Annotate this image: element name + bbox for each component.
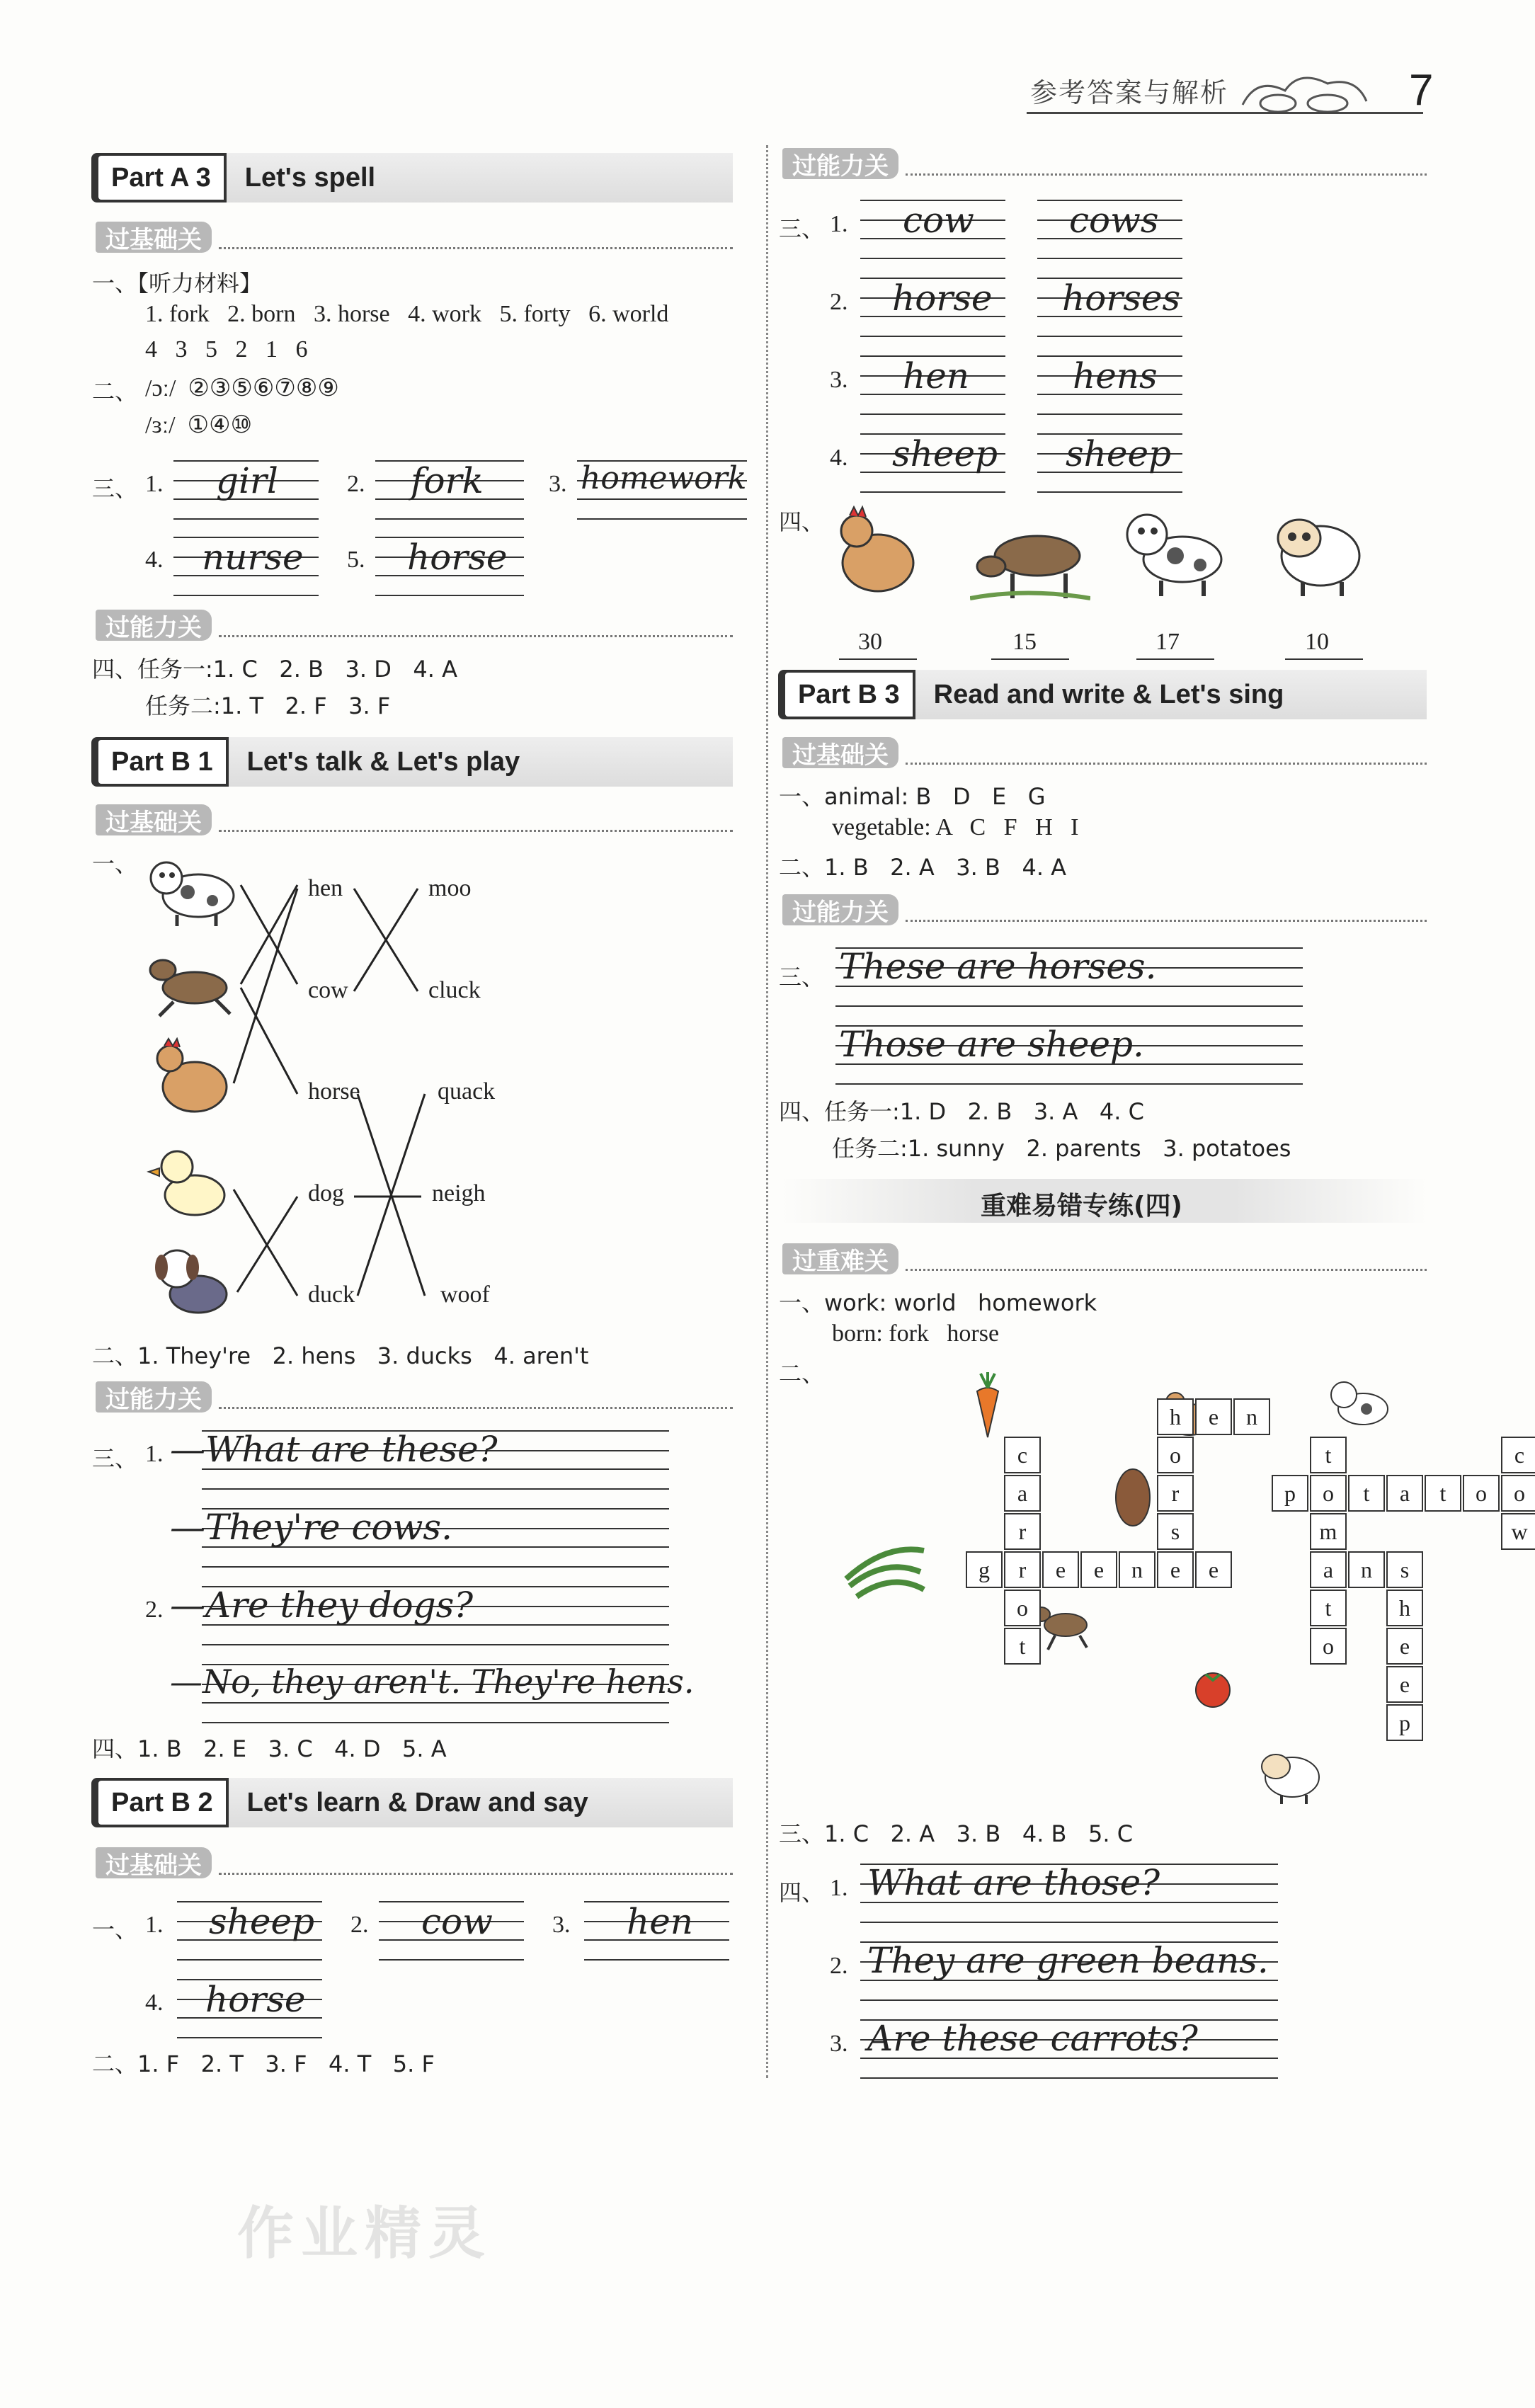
- b2-q1-answer: hen: [627, 1901, 693, 1942]
- sub-label: 过基础关: [96, 1847, 212, 1878]
- a3-q3-answer: horse: [407, 537, 508, 578]
- part-title: Let's learn & Draw and say: [226, 1778, 733, 1827]
- b3-q2: 二、1. B 2. A 3. B 4. A: [779, 854, 1067, 881]
- match-left-word: dog: [308, 1180, 344, 1206]
- crossword-cell: o: [1310, 1475, 1347, 1512]
- b2-q1-answer: horse: [205, 1979, 306, 2020]
- sub-ability: [782, 894, 1427, 926]
- r-q3-answer: sheep: [892, 433, 998, 474]
- match-left-word: duck: [308, 1282, 355, 1308]
- crossword-cell: r: [1004, 1513, 1041, 1550]
- r-q3-answer: sheep: [1066, 433, 1172, 474]
- r-q3-answer: hens: [1073, 355, 1158, 396]
- part-tag: Part A 3: [96, 153, 224, 202]
- drill-q4-num: 3.: [830, 2031, 848, 2057]
- crossword-cell: n: [1119, 1551, 1155, 1588]
- part-b3-header: [782, 669, 1427, 720]
- match-left-word: cow: [308, 977, 348, 1003]
- a3-q1-label: 一、【听力材料】: [92, 270, 263, 297]
- sub-key: [782, 1243, 1427, 1275]
- crossword-cell: h: [1157, 1398, 1194, 1435]
- animal-count: 17: [1155, 629, 1180, 655]
- a3-q3-num: 3.: [549, 471, 567, 497]
- animal-count: 10: [1305, 629, 1329, 655]
- crossword-cell: p: [1386, 1704, 1423, 1741]
- b2-q1-label: 一、: [92, 1916, 138, 1943]
- match-right-word: neigh: [432, 1180, 486, 1206]
- green-beans-icon: [843, 1536, 928, 1600]
- crossword-cell: c: [1501, 1437, 1535, 1473]
- match-right-word: woof: [440, 1282, 490, 1308]
- a3-q3-answer: homework: [581, 460, 747, 496]
- match-right-word: cluck: [428, 977, 481, 1003]
- r-q3-num: 3.: [830, 367, 848, 393]
- sub-basic: [782, 736, 1427, 769]
- crossword-cell: o: [1501, 1475, 1535, 1512]
- r-q3-answer: hen: [903, 355, 969, 396]
- r-q3-label: 三、: [779, 215, 825, 242]
- a3-q3-answer: fork: [411, 460, 484, 501]
- tomato-icon: [1192, 1667, 1234, 1710]
- a3-q3-answer: nurse: [202, 537, 304, 578]
- drill-q4-num: 2.: [830, 1953, 848, 1979]
- crossword-cell: e: [1386, 1666, 1423, 1703]
- crossword-cell: o: [1310, 1628, 1347, 1665]
- b1-q4: 四、1. B 2. E 3. C 4. D 5. A: [92, 1735, 447, 1762]
- drill-q1-born: born: fork horse: [832, 1320, 1000, 1347]
- a3-q3-label: 三、: [92, 475, 138, 502]
- a3-q3-num: 1.: [145, 471, 164, 497]
- sub-ability: [96, 1381, 733, 1413]
- b2-q1-num: 3.: [552, 1912, 571, 1938]
- b3-q1-animal: 一、animal: B D E G: [779, 783, 1046, 810]
- b1-q3-sentence: —They're cows.: [170, 1507, 452, 1548]
- part-title: Let's talk & Let's play: [226, 737, 733, 787]
- count-underline: [839, 658, 917, 660]
- b2-q1-num: 2.: [350, 1912, 369, 1938]
- r-q3-answer: horses: [1062, 278, 1181, 319]
- matching-lines: [0, 0, 765, 1345]
- r-q3-answer: horse: [892, 278, 993, 319]
- a3-q2-a: /ɔː/ ②③⑤⑥⑦⑧⑨: [145, 375, 339, 401]
- r-q3-answer: cows: [1069, 200, 1159, 241]
- sheep-picture: [1267, 503, 1366, 598]
- drill-q4-sentence: They are green beans.: [867, 1940, 1269, 1981]
- sub-label: 过能力关: [96, 1381, 212, 1413]
- drill-q4-sentence: Are these carrots?: [867, 2018, 1198, 2059]
- crossword-cell: a: [1386, 1475, 1423, 1512]
- crossword-cell: t: [1310, 1437, 1347, 1473]
- crossword-cell: e: [1080, 1551, 1117, 1588]
- crossword-cell: e: [1195, 1398, 1232, 1435]
- sub-basic: [96, 1847, 733, 1879]
- b1-q3-num: 2.: [145, 1597, 164, 1623]
- count-underline: [991, 658, 1069, 660]
- a3-q3-answer: girl: [216, 460, 278, 501]
- sheep-icon: [1253, 1742, 1324, 1805]
- potato-icon: [1112, 1466, 1154, 1529]
- horse-picture: [970, 510, 1090, 602]
- watermark: 作业精灵: [237, 2201, 492, 2266]
- header-rule: [1027, 112, 1423, 114]
- sub-label: 过能力关: [782, 894, 898, 925]
- crossword-cell: t: [1004, 1628, 1041, 1665]
- crossword-cell: o: [1157, 1437, 1194, 1473]
- b1-q2: 二、1. They're 2. hens 3. ducks 4. aren't: [92, 1342, 589, 1369]
- b1-q3-label: 三、: [92, 1445, 138, 1472]
- r-q3-num: 2.: [830, 289, 848, 315]
- crossword-cell: a: [1310, 1551, 1347, 1588]
- drill-q1-work: 一、work: world homework: [779, 1289, 1097, 1316]
- crossword-cell: o: [1004, 1590, 1041, 1626]
- crossword-cell: p: [1272, 1475, 1308, 1512]
- sub-label: 过基础关: [782, 737, 898, 768]
- drill-q2-label: 二、: [779, 1360, 825, 1387]
- b3-q3-sentence: These are horses.: [839, 946, 1157, 987]
- crossword-cell: e: [1042, 1551, 1079, 1588]
- crossword-cell: e: [1157, 1551, 1194, 1588]
- sub-label: 过能力关: [96, 610, 212, 641]
- part-tag: Part B 2: [96, 1778, 226, 1827]
- b2-q1-answer: cow: [421, 1901, 493, 1942]
- b1-q3-sentence: —Are they dogs?: [170, 1585, 474, 1626]
- column-divider: [766, 145, 768, 2078]
- page-number: 7: [1409, 66, 1434, 115]
- b3-q4-task2: 任务二:1. sunny 2. parents 3. potatoes: [832, 1135, 1291, 1162]
- crossword-cell: g: [966, 1551, 1003, 1588]
- a3-q4-task2: 任务二:1. T 2. F 3. F: [145, 692, 391, 719]
- part-tag: Part B 3: [782, 670, 913, 719]
- drill-q4-label: 四、: [779, 1879, 825, 1906]
- a3-q4-task1: 四、任务一:1. C 2. B 3. D 4. A: [92, 656, 457, 683]
- a3-q3-num: 4.: [145, 547, 164, 573]
- r-q4-label: 四、: [779, 508, 825, 535]
- part-tag: Part B 1: [96, 737, 226, 787]
- crossword-cell: n: [1348, 1551, 1385, 1588]
- match-right-word: moo: [428, 875, 472, 901]
- a3-q2-label: 二、: [92, 378, 138, 405]
- b1-q3-sentence: —What are these?: [170, 1429, 498, 1470]
- part-title: Read and write & Let's sing: [913, 670, 1427, 719]
- crossword-cell: w: [1501, 1513, 1535, 1550]
- a3-q1-answers: 4 3 5 2 1 6: [145, 336, 308, 363]
- crossword-cell: o: [1463, 1475, 1500, 1512]
- count-underline: [1285, 658, 1363, 660]
- b3-q3-sentence: Those are sheep.: [839, 1024, 1144, 1065]
- b3-q3-label: 三、: [779, 964, 825, 991]
- crossword-cell: t: [1348, 1475, 1385, 1512]
- crossword-cell: n: [1233, 1398, 1270, 1435]
- b1-q3-sentence: —No, they aren't. They're hens.: [170, 1662, 695, 1701]
- b2-q2: 二、1. F 2. T 3. F 4. T 5. F: [92, 2050, 435, 2077]
- crossword-cell: m: [1310, 1513, 1347, 1550]
- crossword-cell: e: [1195, 1551, 1232, 1588]
- a3-q2-b: /ɜː/ ①④⑩: [145, 412, 253, 438]
- cow-icon: [1324, 1374, 1391, 1434]
- crossword-cell: h: [1386, 1590, 1423, 1626]
- drill-q3: 三、1. C 2. A 3. B 4. B 5. C: [779, 1820, 1134, 1847]
- b2-q1-num: 4.: [145, 1990, 164, 2016]
- b2-q1-answer: sheep: [209, 1901, 315, 1942]
- header-title: 参考答案与解析: [1030, 77, 1229, 108]
- a3-q1-words: 1. fork 2. born 3. horse 4. work 5. forty 6. world: [145, 301, 669, 327]
- b3-q1-vegetable: vegetable: A C F H I: [832, 814, 1079, 840]
- drill-q4-sentence: What are those?: [867, 1862, 1160, 1903]
- drill-title: 重难易错专练(四): [981, 1192, 1182, 1221]
- b1-q1-label: 一、: [92, 850, 138, 877]
- b3-q4-task1: 四、任务一:1. D 2. B 3. A 4. C: [779, 1098, 1144, 1125]
- match-left-word: horse: [308, 1078, 360, 1105]
- part-b2-header: [96, 1777, 733, 1828]
- hen-picture: [828, 503, 920, 602]
- crossword-cell: a: [1004, 1475, 1041, 1512]
- part-title: Let's spell: [224, 153, 733, 202]
- sub-label: 过基础关: [96, 804, 212, 835]
- carrot-icon: [966, 1370, 1009, 1441]
- crossword-cell: e: [1386, 1628, 1423, 1665]
- r-q3-num: 4.: [830, 445, 848, 471]
- a3-q3-num: 5.: [347, 547, 365, 573]
- a3-q3-num: 2.: [347, 471, 365, 497]
- drill-q4-num: 1.: [830, 1875, 848, 1901]
- r-q3-num: 1.: [830, 211, 848, 237]
- match-left-word: hen: [308, 875, 343, 901]
- crossword-cell: c: [1004, 1437, 1041, 1473]
- sub-label: 过重难关: [782, 1243, 898, 1274]
- b2-q1-num: 1.: [145, 1912, 164, 1938]
- count-underline: [1136, 658, 1214, 660]
- crossword-cell: r: [1004, 1551, 1041, 1588]
- crossword-cell: r: [1157, 1475, 1194, 1512]
- r-q3-answer: cow: [903, 200, 974, 241]
- crossword-cell: t: [1425, 1475, 1461, 1512]
- sub-ability: [782, 147, 1427, 180]
- cloud-decoration-icon: [1236, 62, 1377, 119]
- cow-picture: [1119, 503, 1225, 598]
- sub-label: 过能力关: [782, 148, 898, 179]
- sub-label: 过基础关: [96, 222, 212, 253]
- animal-count: 30: [858, 629, 882, 655]
- crossword-cell: t: [1310, 1590, 1347, 1626]
- crossword-cell: s: [1157, 1513, 1194, 1550]
- animal-count: 15: [1012, 629, 1037, 655]
- crossword-cell: s: [1386, 1551, 1423, 1588]
- b1-q3-num: 1.: [145, 1441, 164, 1467]
- match-right-word: quack: [438, 1078, 496, 1105]
